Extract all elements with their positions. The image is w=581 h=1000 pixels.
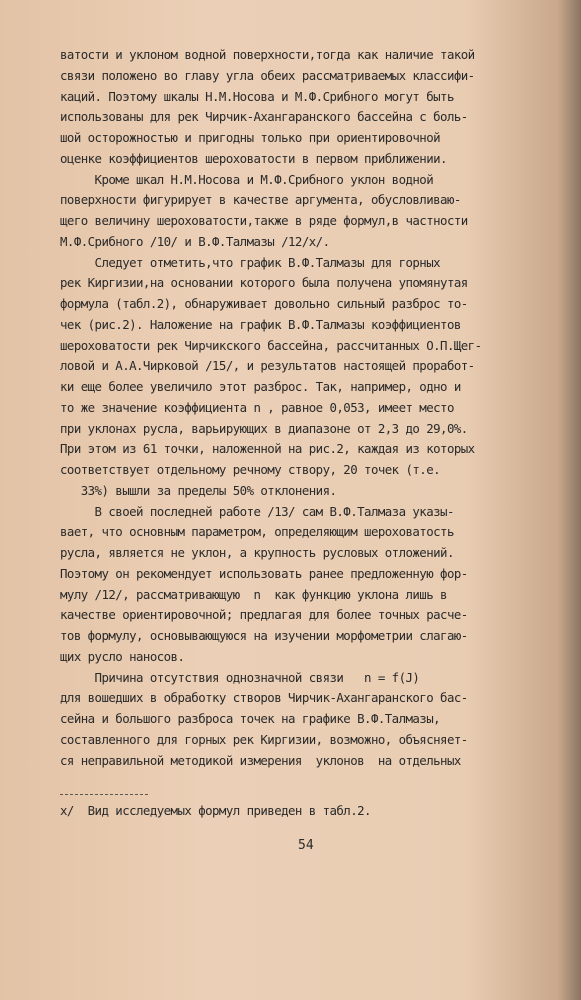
text-line: шой осторожностью и пригодны только при ориентировочной [60,130,441,145]
text-line: М.Ф.Срибного /10/ и В.Ф.Талмазы /12/x/. [60,233,330,249]
text-line: ся неправильной методикой измерения уклонов на отдельных [60,752,461,768]
text-line: составленного для горных рек Киргизии, возможно, объясняет- [60,731,468,747]
text-line: щих русло наносов. [60,648,185,664]
text-line: ватости и уклоном водной поверхности,тогда как наличие такой [60,47,475,62]
text-line: каций. Поэтому шкалы Н.М.Носова и М.Ф.Срибного могут быть [60,88,454,104]
text-line: чек (рис.2). Наложение на график В.Ф.Талмазы коэффициентов [60,316,461,332]
text-line: ловой и А.А.Чирковой /15/, и результатов настоящей проработ- [60,358,475,374]
text-line: то же значение коэффициента n , равное 0,053, имеет место [60,399,454,415]
text-line: русла, является не уклон, а крупность русловых отложений. [60,545,454,560]
text-line: щего величину шероховатости,также в ряде формул,в частности [60,213,468,228]
text-line: ки еще более увеличило этот разброс. Так, например, одно и [60,379,461,394]
text-line: тов формулу, основывающуюся на изучении морфометрии слагаю- [60,628,468,643]
text-line: при уклонах русла, варьирующих в диапазоне от 2,3 до 29,0%. [60,420,468,436]
footnote-rule [60,794,148,795]
text-line: Кроме шкал Н.М.Носова и М.Ф.Срибного уклон водной [60,171,434,187]
text-line: При этом из 61 точки, наложенной на рис.2, каждая из которых [60,441,475,457]
text-line: сейна и большого разброса точек на графике В.Ф.Талмазы, [60,711,441,726]
text-line: Поэтому он рекомендует использовать ранее предложенную фор- [60,565,468,581]
text-line: Причина отсутствия однозначной связи n = f(J) [60,669,420,685]
text-line: для вошедших в обработку створов Чирчик-Ахангаранского бас- [60,690,468,706]
text-line: формула (табл.2), обнаруживает довольно сильный разброс то- [60,296,468,311]
footnote: x/ Вид исследуемых формул приведен в табл.2. [60,803,371,818]
text-line: Следует отметить,что график В.Ф.Талмазы для горных [60,254,441,270]
text-line: мулу /12/, рассматривающую n как функцию уклона лишь в [60,586,447,602]
text-line: соответствует отдельному речному створу, 20 точек (т.е. [60,462,441,477]
text-line: 33%) вышли за пределы 50% отклонения. [60,482,337,498]
page-number: 54 [298,838,314,853]
text-line: качестве ориентировочной; предлагая для более точных расче- [60,607,468,623]
text-line: оценке коэффициентов шероховатости в первом приближении. [60,150,447,166]
text-line: использованы для рек Чирчик-Ахангаранского бассейна с боль- [60,109,468,125]
text-line: поверхности фигурирует в качестве аргумента, обусловливаю- [60,192,461,208]
text-line: В своей последней работе /13/ сам В.Ф.Талмаза указы- [60,503,454,519]
text-line: шероховатости рек Чирчикского бассейна, рассчитанных О.П.Щег- [60,337,482,353]
text-line: связи положено во главу угла обеих рассматриваемых классифи- [60,67,475,83]
text-line: рек Киргизии,на основании которого была получена упомянутая [60,275,468,291]
text-line: вает, что основным параметром, определяющим шероховатость [60,524,454,540]
